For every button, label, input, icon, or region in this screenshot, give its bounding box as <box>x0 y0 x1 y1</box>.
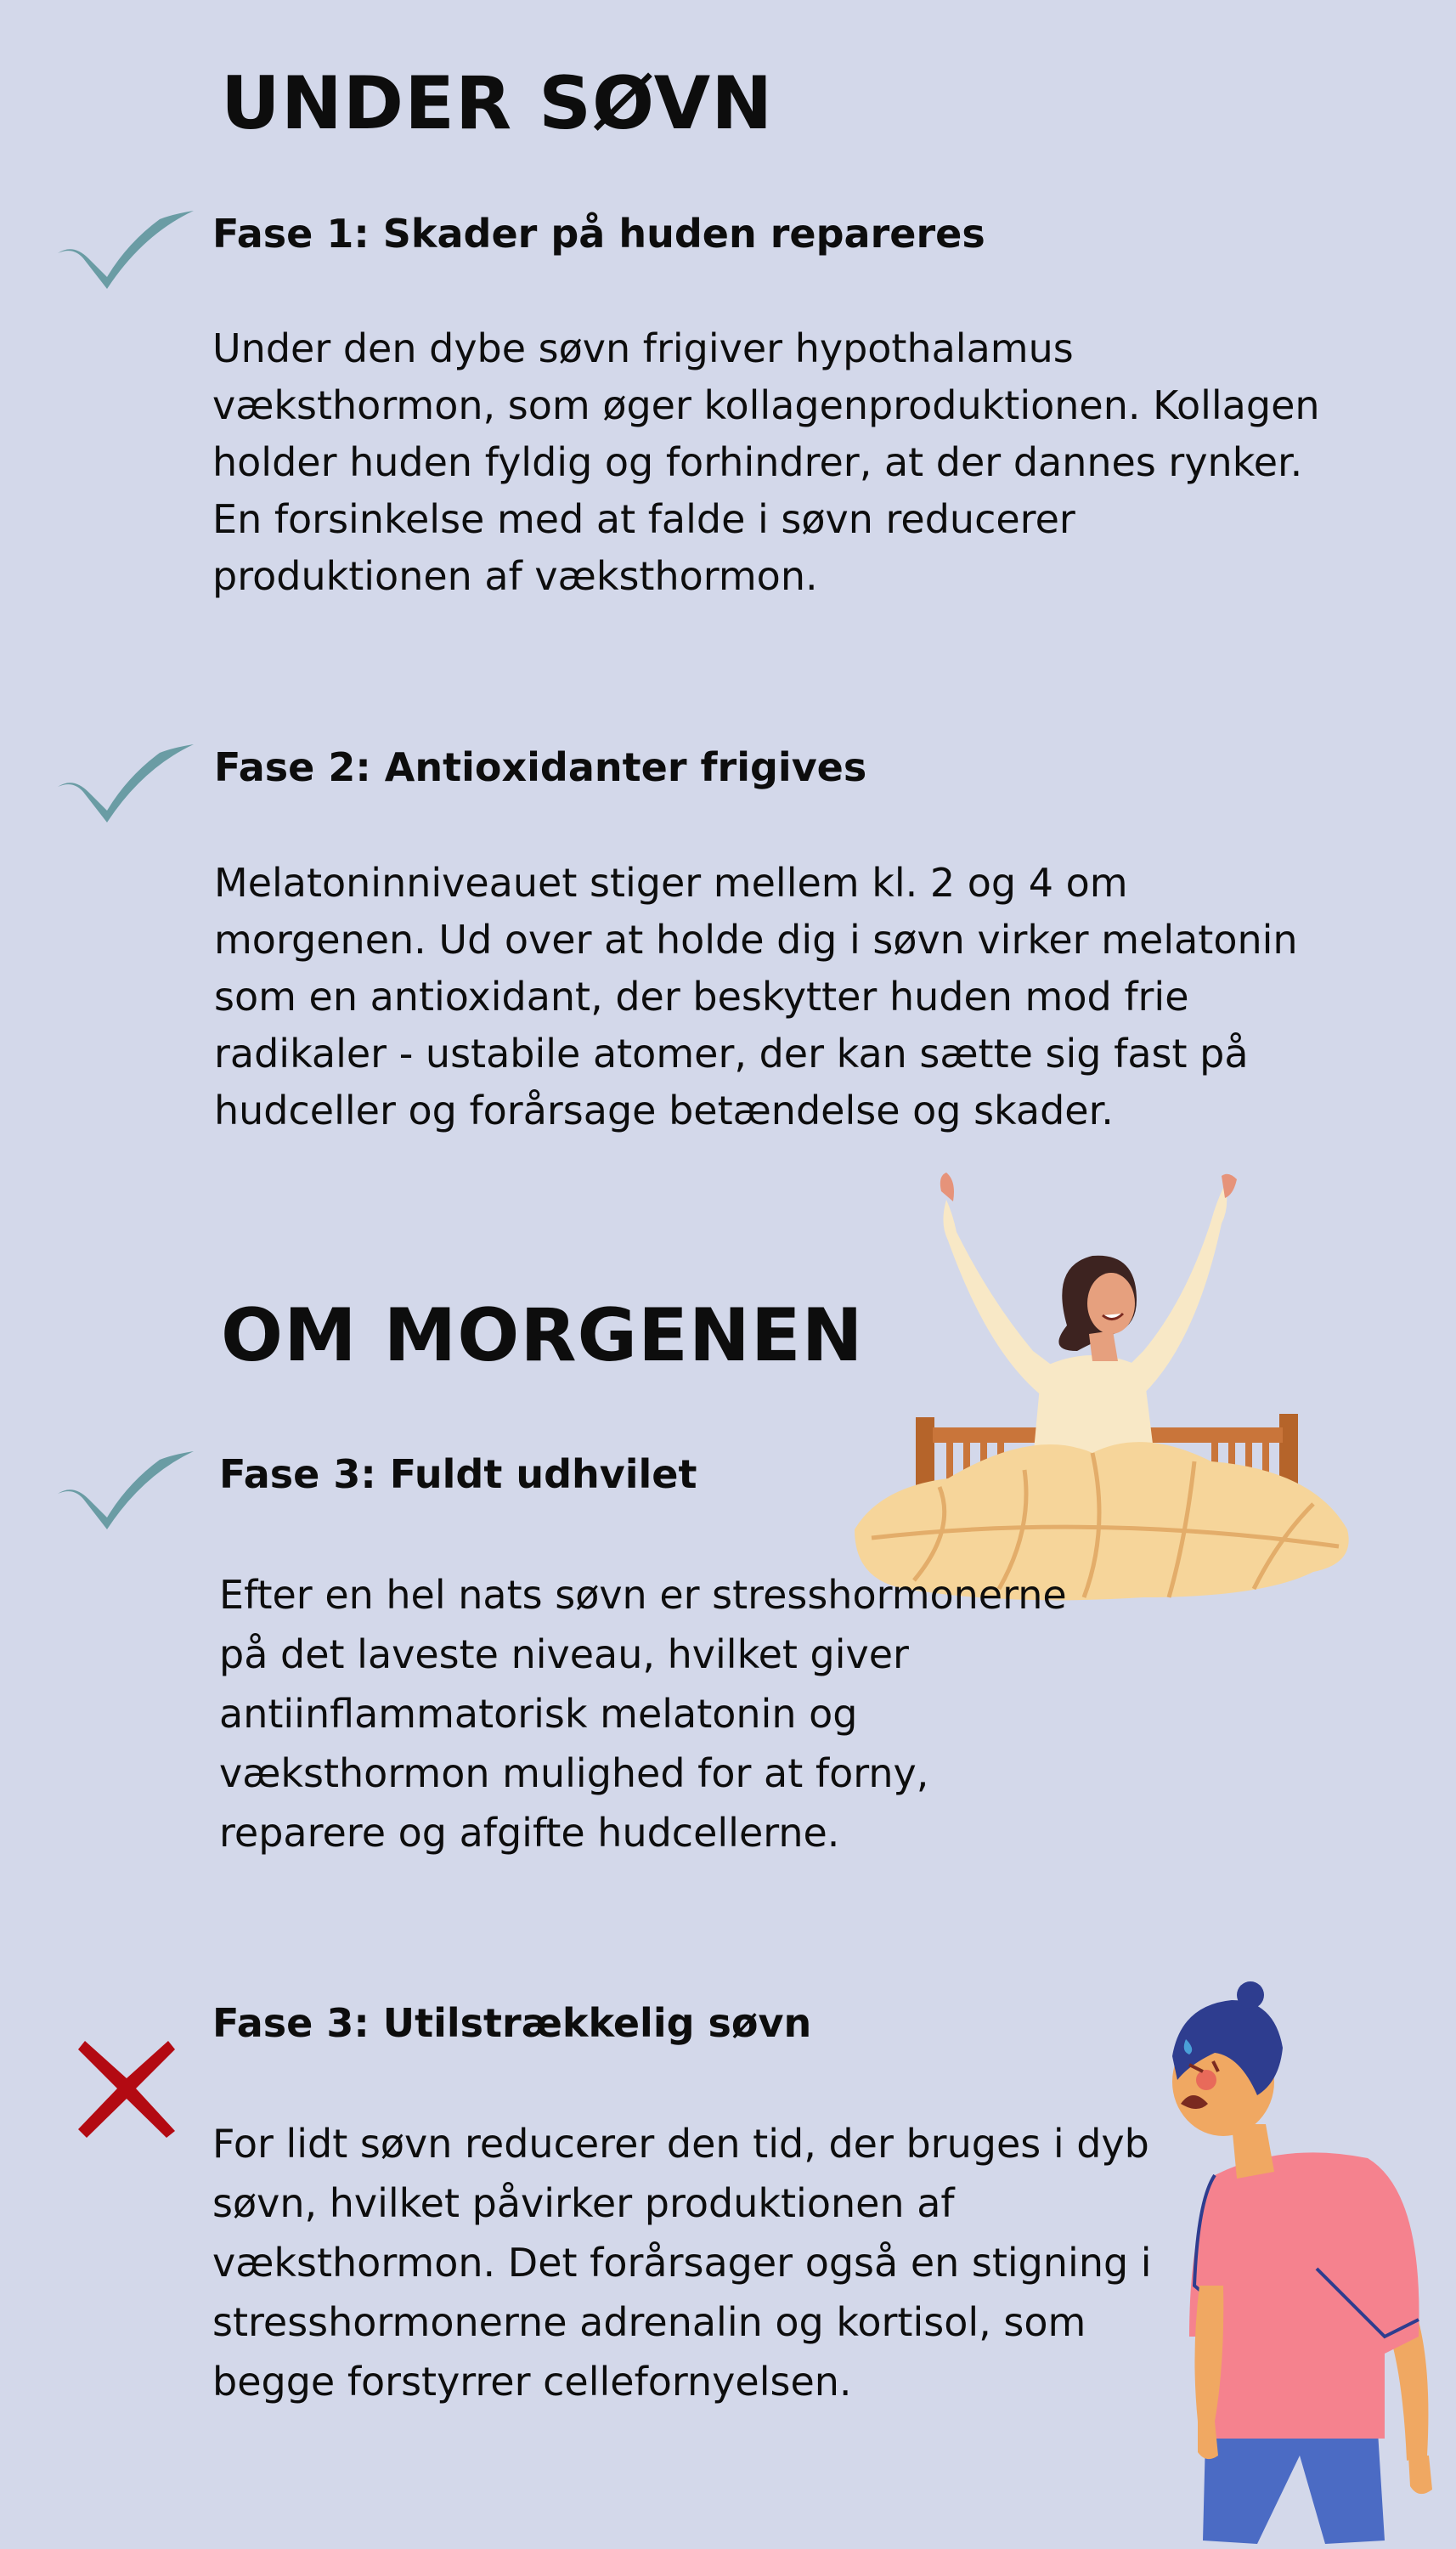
section-title-under-sovn: UNDER SØVN <box>221 61 774 146</box>
phase-2-title: Fase 2: Antioxidanter frigives <box>214 744 867 790</box>
phase-1-body: Under den dybe søvn frigiver hypothalamus væksthormon, som øger kollagenproduktionen. Kollagen holder huden fyldig og forhindrer, at der dannes rynker. En forsinkelse med at falde i søvn reducerer produktionen af væksthormon. <box>212 325 1320 599</box>
checkmark-icon-3 <box>58 1450 194 1551</box>
checmark-icon-2 <box>58 743 194 845</box>
phase-4-body: For lidt søvn reducerer den tid, der bruges i dyb søvn, hvilket påvirker produktionen af væksthormon. Det forårsager også en stigning i stresshormonerne adrenalin og kortisol, som begge forstyrrer cellefornyelsen. <box>212 2121 1152 2405</box>
tired-person-illustration <box>1130 1980 1456 2549</box>
woman-waking-illustration <box>838 1173 1364 1614</box>
phase-1-title: Fase 1: Skader på huden repareres <box>212 211 985 257</box>
checkmark-icon <box>58 209 194 311</box>
cross-icon <box>75 2038 178 2141</box>
phase-4-title: Fase 3: Utilstrækkelig søvn <box>212 2000 812 2046</box>
phase-3-body: Efter en hel nats søvn er stresshormonerne på det laveste niveau, hvilket giver antiinflammatorisk melatonin og væksthormon mulighed for at forny, reparere og afgifte hudcellerne. <box>219 1572 1067 1856</box>
phase-3-title: Fase 3: Fuldt udhvilet <box>219 1451 697 1497</box>
section-title-om-morgenen: OM MORGENEN <box>221 1293 864 1378</box>
phase-2-body: Melatoninniveauet stiger mellem kl. 2 og 4 om morgenen. Ud over at holde dig i søvn virker melatonin som en antioxidant, der beskytter huden mod frie radikaler - ustabile atomer, der kan sætte sig fast på hudceller og forårsage betændelse og skader. <box>214 860 1298 1133</box>
